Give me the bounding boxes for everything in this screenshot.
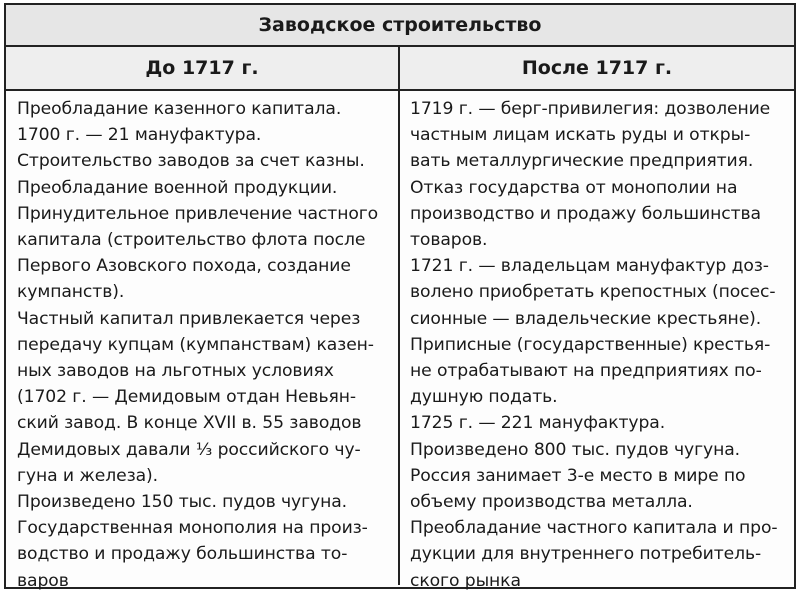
table-title: Заводское строительство [6,5,794,47]
text-line: Отказ государства от монополии на [410,177,738,198]
text-line: варов [17,570,69,591]
column-after-1717 [400,91,794,591]
text-line: производство и продажу большинства [410,203,761,224]
text-line: Принудительное привлечение частного [17,203,379,224]
text-line: Россия занимает 3-е место в мире по [410,465,746,486]
text-line: Произведено 150 тыс. пудов чугуна. [17,492,348,513]
text-line: водство и продажу большинства то- [17,544,348,565]
text-line: Строительство заводов за счет казны. [17,151,365,172]
text-line: Приписные (государственные) крестья- [410,334,771,355]
text-line: Преобладание казенного капитала. [17,99,342,119]
text-line: 1721 г. — владельцам мануфактур доз- [410,256,769,277]
header-before-1717: До 1717 г. [6,47,400,89]
text-line: Частный капитал привлекается через [17,308,361,329]
text-line: 1700 г. — 21 мануфактура. [17,125,262,146]
text-line: ных заводов на льготных условиях [17,361,334,382]
text-line: (1702 г. — Демидовым отдан Невьян- [17,387,356,408]
text-line: дукции для внутреннего потребитель- [410,544,762,565]
text-line: 1725 г. — 221 мануфактура. [410,413,666,434]
text-line: не отрабатывают на предприятиях по- [410,361,762,382]
text-line: душную подать. [410,387,558,408]
text-line: Преобладание военной продукции. [17,177,338,198]
text-line: ский завод. В конце XVII в. 55 заводов [17,413,362,434]
text-line: частным лицам искать руды и откры- [410,125,751,146]
text-line: объему производства металла. [410,492,693,513]
text-line: волено приобретать крепостных (посес- [410,282,776,303]
table-header-row [6,47,794,91]
text-line: 1719 г. — берг-привилегия: дозволение [410,99,771,119]
text-line: кумпанств). [17,282,125,303]
header-after-1717: После 1717 г. [521,57,673,79]
text-line: товаров. [410,230,488,251]
text-line: сионные — владельческие крестьяне). [410,308,762,329]
text-line: Преобладание частного капитала и про- [410,518,778,539]
table-body-row [6,91,794,591]
text-line: Первого Азовского похода, создание [17,256,351,277]
comparison-table [4,3,796,589]
text-line: Демидовых давали ¹⁄₃ российского чу- [17,439,361,460]
column-before-1717 [6,91,400,591]
text-line: вать металлургические предприятия. [410,151,754,172]
text-line: передачу купцам (кумпанствам) казен- [17,334,374,355]
text-line: Государственная монополия на произ- [17,518,368,539]
text-line: Произведено 800 тыс. пудов чугуна. [410,439,741,460]
text-line: гуна и железа). [17,465,159,486]
text-line: капитала (строительство флота после [17,230,366,251]
text-line: ского рынка [410,570,521,591]
